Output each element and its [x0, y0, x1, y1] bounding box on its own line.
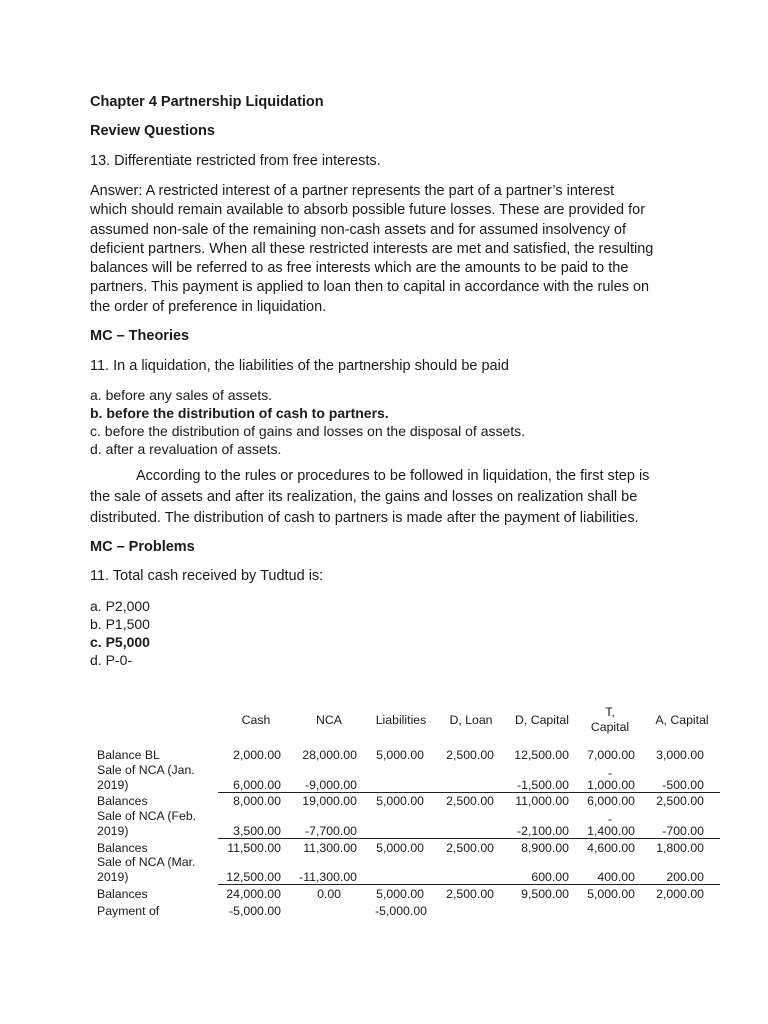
row-label-sale-mar-year: 2019): [97, 870, 129, 884]
cell-cash: 12,500.00: [226, 870, 281, 884]
col-header-nca: NCA: [316, 713, 342, 727]
row-label-sale-jan: Sale of NCA (Jan.: [97, 763, 195, 777]
cell-d-capital: 12,500.00: [514, 748, 569, 762]
cell-d-loan: 2,500.00: [446, 841, 494, 855]
cell-t-capital-dash: -: [607, 766, 613, 780]
answer-line: Answer: A restricted interest of a partner represents the part of a partner’s interest: [90, 183, 615, 199]
cell-d-loan: 2,500.00: [446, 794, 494, 808]
theories-heading: MC – Theories: [90, 328, 190, 344]
option-b: b. P1,500: [90, 616, 150, 632]
cell-t-capital: 5,000.00: [587, 887, 635, 901]
option-d: d. after a revaluation of assets.: [90, 441, 282, 457]
table-rule: [218, 884, 720, 885]
option-a: a. P2,000: [90, 598, 150, 614]
option-b-correct: b. before the distribution of cash to partners.: [90, 405, 389, 421]
cell-nca: 0.00: [317, 887, 341, 901]
cell-t-capital: 1,000.00: [587, 778, 635, 792]
cell-t-capital: 7,000.00: [587, 748, 635, 762]
cell-d-capital: -1,500.00: [517, 778, 569, 792]
answer-line: balances will be referred to as free interests which are the amounts to be paid to the: [90, 260, 629, 277]
option-c: c. before the distribution of gains and losses on the disposal of assets.: [90, 423, 526, 439]
row-label-sale-feb-year: 2019): [97, 824, 129, 838]
cell-a-capital: 3,000.00: [656, 748, 704, 762]
answer-line: which should remain available to absorb possible future losses. These are provided for: [90, 202, 646, 219]
cell-a-capital: 2,000.00: [656, 887, 704, 901]
cell-a-capital: -700.00: [662, 824, 704, 838]
row-label-sale-jan-year: 2019): [97, 778, 129, 792]
cell-nca: -11,300.00: [299, 870, 357, 884]
col-header-t: T,: [605, 705, 615, 719]
explanation-line: According to the rules or procedures to be followed in liquidation, the first step is: [136, 468, 650, 484]
cell-t-capital: 1,400.00: [587, 824, 635, 838]
row-label-sale-mar: Sale of NCA (Mar.: [97, 855, 196, 869]
answer-line: the order of preference in liquidation.: [90, 298, 327, 315]
cell-d-capital: 11,000.00: [515, 794, 569, 808]
cell-d-loan: 2,500.00: [446, 748, 494, 762]
theory-question: 11. In a liquidation, the liabilities of the partnership should be paid: [90, 358, 509, 374]
table-rule: [218, 792, 720, 793]
cell-t-capital: 6,000.00: [587, 794, 635, 808]
cell-liabilities: 5,000.00: [376, 794, 424, 808]
review-question: 13. Differentiate restricted from free interests.: [90, 153, 381, 169]
cell-a-capital: 2,500.00: [656, 794, 704, 808]
cell-nca: 19,000.00: [302, 794, 357, 808]
problem-question: 11. Total cash received by Tudtud is:: [90, 568, 324, 584]
answer-line: partners. This payment is applied to loan then to capital in accordance with the rules on: [90, 279, 650, 296]
col-header-d-capital: D, Capital: [515, 713, 569, 727]
answer-line: deficient partners. When all these restricted interests are met and satisfied, the resulting: [90, 240, 654, 257]
cell-d-capital: 8,900.00: [521, 841, 569, 855]
cell-nca: -9,000.00: [305, 778, 357, 792]
page-title: Chapter 4 Partnership Liquidation: [90, 94, 324, 110]
cell-d-capital: 9,500.00: [521, 887, 569, 901]
col-header-t-capital: Capital: [590, 720, 630, 734]
row-label-payment: Payment of: [97, 904, 160, 918]
cell-cash: -5,000.00: [229, 904, 281, 918]
table-rule: [218, 838, 720, 839]
review-heading: Review Questions: [90, 123, 215, 139]
explanation-line: the sale of assets and after its realization, the gains and losses on realization shall be: [90, 489, 638, 505]
cell-a-capital: 200.00: [666, 870, 704, 884]
row-label-balances: Balances: [97, 887, 148, 901]
option-c-correct: c. P5,000: [90, 634, 150, 650]
cell-cash: 3,500.00: [233, 824, 281, 838]
cell-nca: 11,300.00: [303, 841, 357, 855]
col-header-cash: Cash: [241, 713, 271, 727]
cell-nca: 28,000.00: [302, 748, 357, 762]
cell-d-loan: 2,500.00: [446, 887, 494, 901]
row-label-balances: Balances: [97, 841, 148, 855]
row-label-balance-bl: Balance BL: [97, 748, 160, 762]
cell-a-capital: -500.00: [662, 778, 704, 792]
cell-t-capital: 4,600.00: [587, 841, 635, 855]
cell-nca: -7,700.00: [305, 824, 357, 838]
cell-cash: 8,000.00: [233, 794, 281, 808]
option-d: d. P-0-: [90, 652, 133, 668]
cell-cash: 6,000.00: [233, 778, 281, 792]
row-label-balances: Balances: [97, 794, 148, 808]
col-header-d-loan: D, Loan: [449, 713, 493, 727]
cell-cash: 24,000.00: [226, 887, 281, 901]
cell-d-capital: -2,100.00: [517, 824, 569, 838]
col-header-a-capital: A, Capital: [655, 713, 709, 727]
cell-liabilities: 5,000.00: [376, 887, 424, 901]
cell-cash: 11,500.00: [227, 841, 281, 855]
explanation-line: distributed. The distribution of cash to partners is made after the payment of liabilities.: [90, 510, 639, 526]
cell-liabilities: 5,000.00: [376, 841, 424, 855]
row-label-sale-feb: Sale of NCA (Feb.: [97, 809, 197, 823]
cell-cash: 2,000.00: [233, 748, 281, 762]
cell-t-capital-dash: -: [607, 812, 613, 826]
problems-heading: MC – Problems: [90, 539, 195, 555]
option-a: a. before any sales of assets.: [90, 387, 273, 403]
cell-d-capital: 600.00: [531, 870, 569, 884]
cell-a-capital: 1,800.00: [656, 841, 704, 855]
cell-t-capital: 400.00: [597, 870, 635, 884]
cell-liabilities: 5,000.00: [376, 748, 424, 762]
col-header-liabilities: Liabilities: [375, 713, 427, 727]
answer-line: assumed non-sale of the remaining non-cash assets and for assumed insolvency of: [90, 221, 626, 238]
cell-liabilities: -5,000.00: [375, 904, 427, 918]
